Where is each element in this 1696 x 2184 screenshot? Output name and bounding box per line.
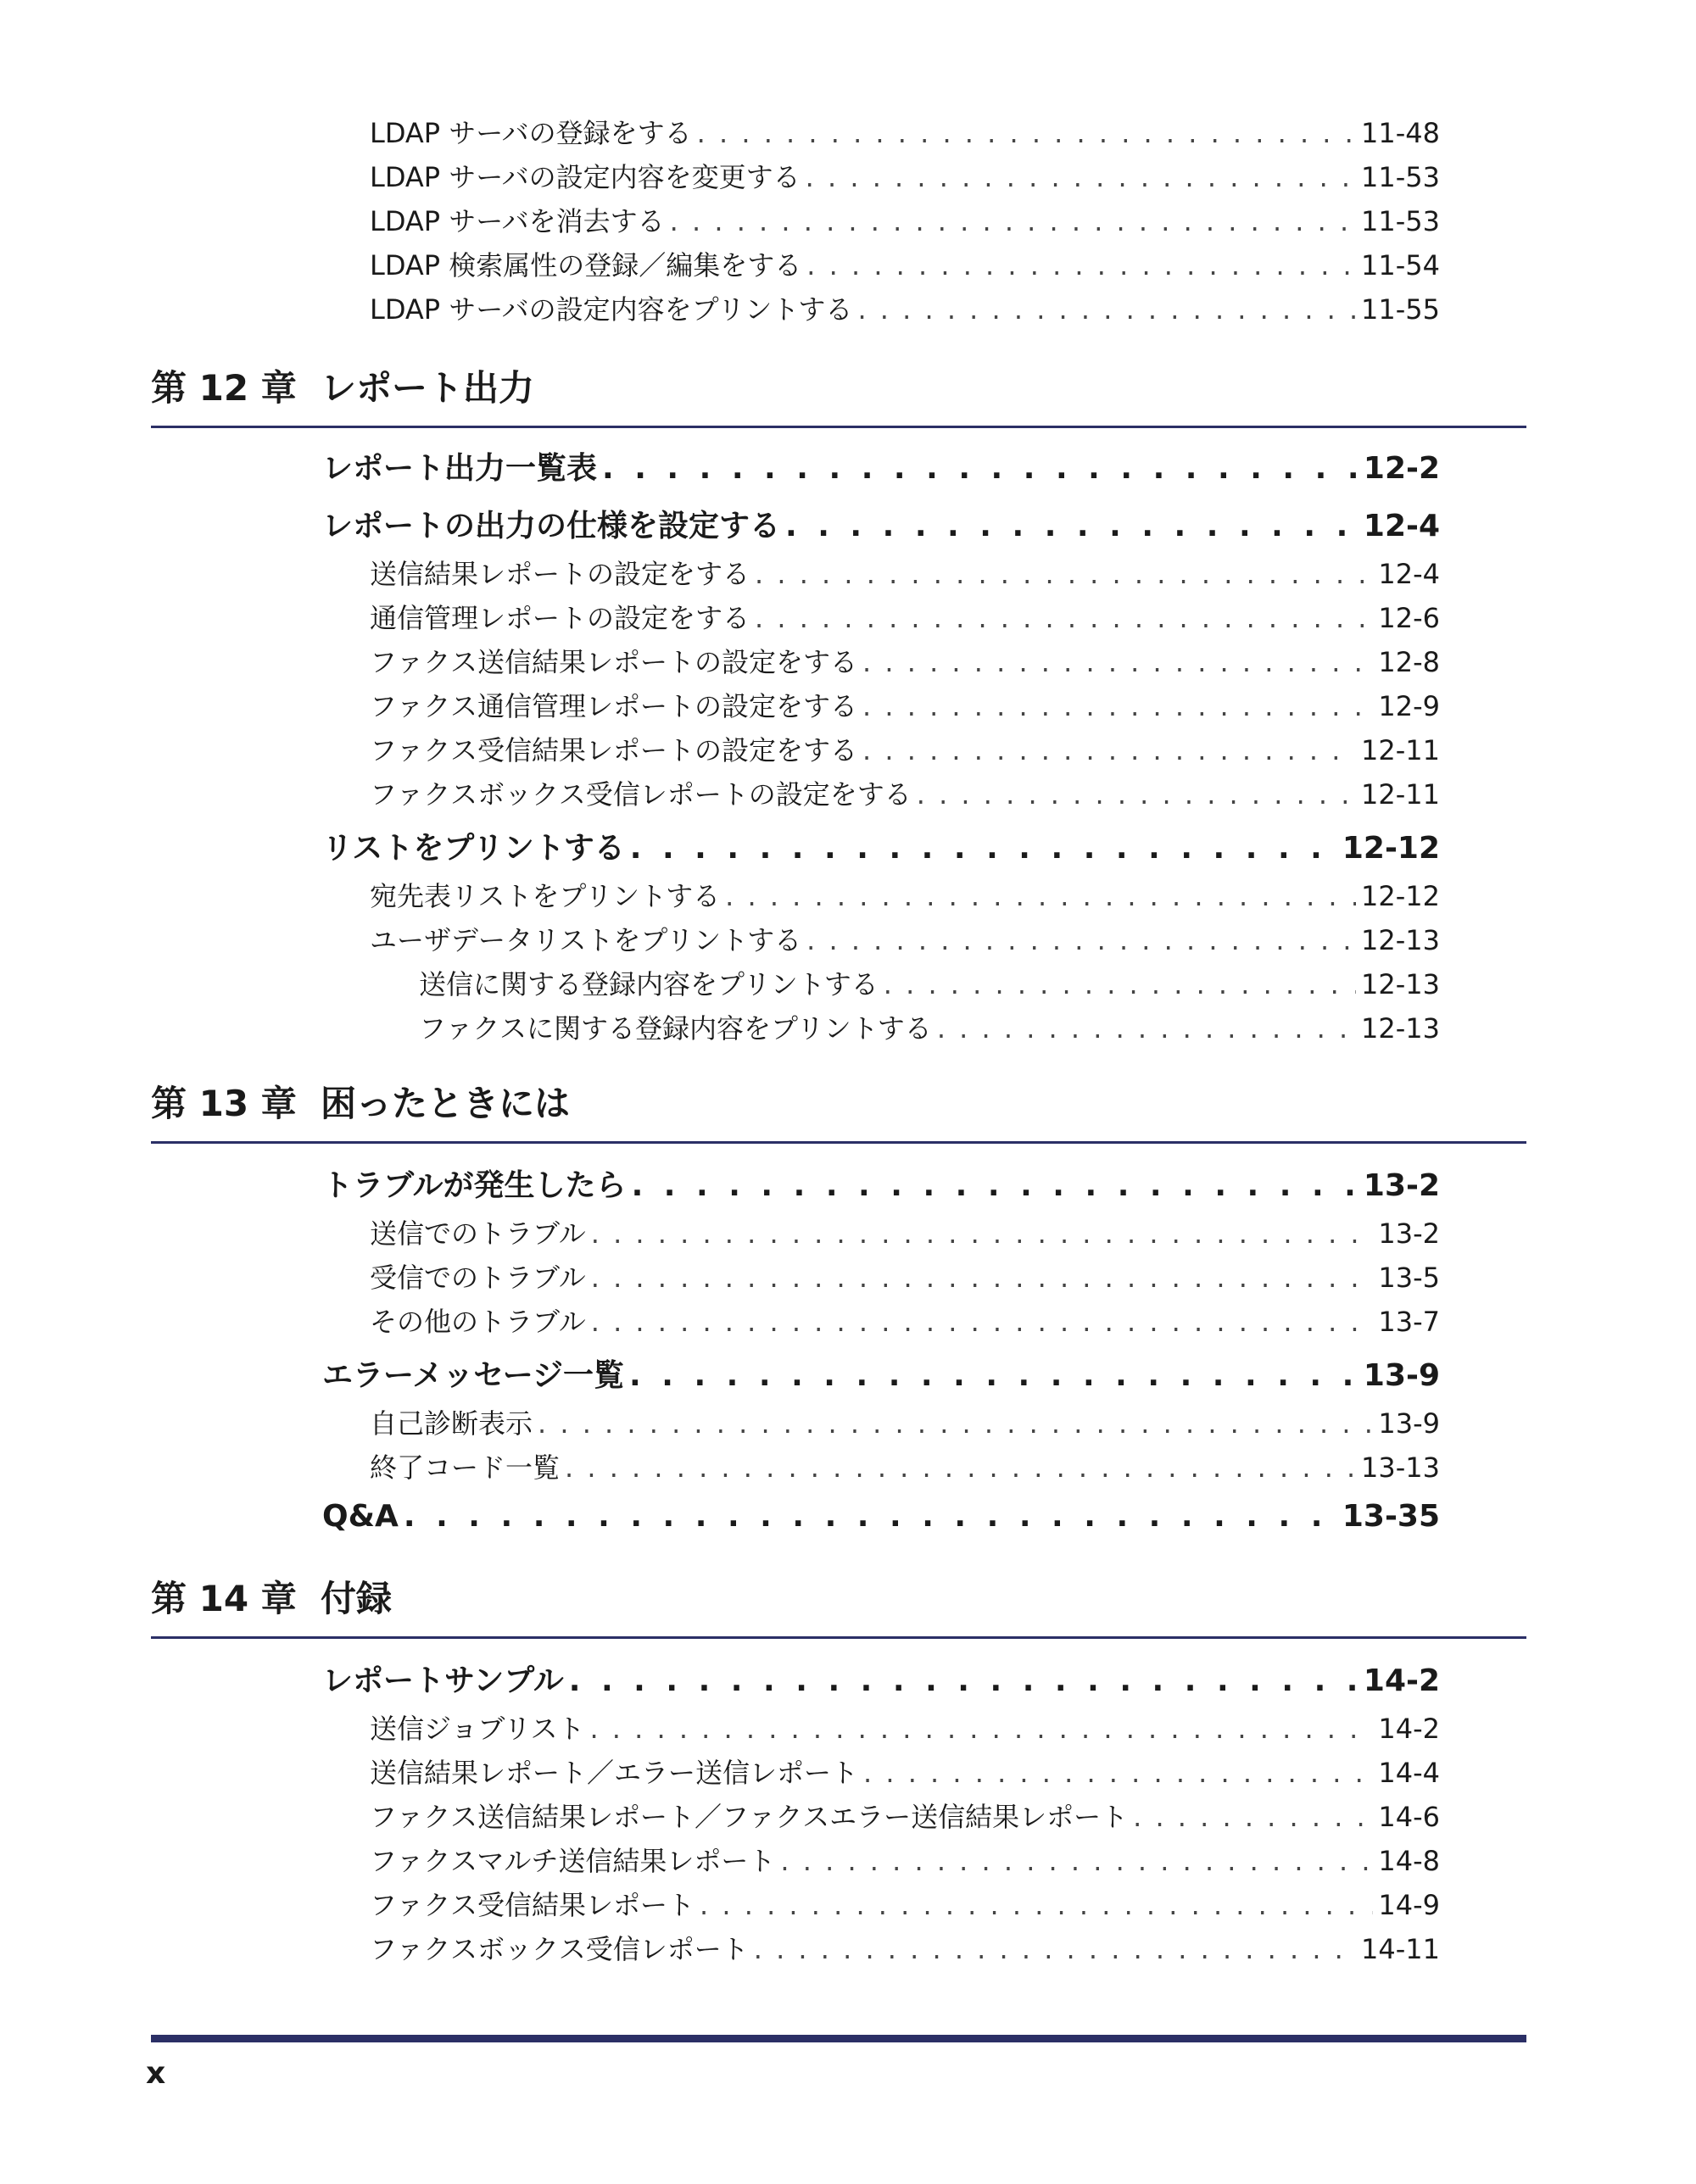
toc-entry-title: 終了コード一覧 (370, 1451, 561, 1484)
dot-leader (591, 1217, 1374, 1250)
toc-entry[interactable] (370, 156, 1440, 197)
dot-leader (863, 1757, 1373, 1789)
dot-leader (725, 880, 1356, 912)
dot-leader (806, 924, 1356, 956)
toc-entry-title: ファクス通信管理レポートの設定をする (370, 690, 858, 722)
chapter-title: 付録 (321, 1578, 393, 1619)
toc-section-title: レポート出力一覧表 (322, 451, 598, 486)
chapter-heading (151, 1574, 1526, 1624)
toc-entry[interactable] (370, 112, 1440, 153)
toc-entry-title: 送信でのトラブル (370, 1217, 586, 1250)
toc-entry-title: LDAP サーバの登録をする (370, 117, 692, 149)
toc-entry-title: 送信ジョブリスト (370, 1713, 585, 1745)
footer-divider (151, 2035, 1526, 2042)
dot-leader (857, 293, 1356, 326)
toc-entry[interactable] (370, 1708, 1440, 1748)
chapter-number: 第 12 章 (151, 367, 297, 409)
toc-entry[interactable] (370, 641, 1440, 682)
toc-entry[interactable] (370, 1212, 1440, 1253)
dot-leader (755, 558, 1373, 590)
toc-entry-page: 11-55 (1361, 293, 1440, 326)
dot-leader (700, 1889, 1373, 1921)
toc-entry-page: 12-4 (1378, 558, 1440, 590)
toc-entry-page: 11-53 (1361, 161, 1440, 193)
toc-entry[interactable] (370, 553, 1440, 593)
chapter-divider (151, 1636, 1526, 1639)
dot-leader (806, 161, 1356, 193)
chapter-number: 第 13 章 (151, 1083, 297, 1124)
dot-leader (591, 1306, 1374, 1338)
toc-entry-page: 13-5 (1378, 1262, 1440, 1294)
dot-leader (937, 1012, 1356, 1045)
toc-entry-page: 12-13 (1361, 924, 1440, 956)
toc-section-title: レポートの出力の仕様を設定する (322, 509, 781, 543)
dot-leader (591, 1262, 1374, 1294)
toc-entry-page: 12-6 (1378, 602, 1440, 634)
toc-entry-title: ファクス受信結果レポートの設定をする (370, 734, 858, 766)
dot-leader (754, 1933, 1356, 1965)
toc-section[interactable] (322, 1499, 1440, 1545)
dot-leader (602, 451, 1358, 486)
toc-entry-page: 12-8 (1378, 646, 1440, 678)
toc-entry-page: 12-11 (1361, 734, 1440, 766)
toc-entry-title: ファクスボックス受信レポート (370, 1933, 749, 1965)
toc-entry-title: 自己診断表示 (370, 1407, 533, 1440)
chapter-divider (151, 1141, 1526, 1144)
dot-leader (630, 831, 1337, 866)
toc-section-title: リストをプリントする (322, 831, 625, 866)
toc-section[interactable] (322, 824, 1440, 870)
toc-section[interactable] (322, 502, 1440, 548)
toc-section-title: レポートサンプル (322, 1663, 564, 1698)
toc-entry[interactable] (370, 875, 1440, 916)
toc-entry-title: LDAP サーバの設定内容を変更する (370, 161, 801, 193)
toc-entry[interactable] (370, 288, 1440, 329)
toc-entry[interactable] (370, 1256, 1440, 1297)
toc-entry-title: LDAP サーバを消去する (370, 205, 665, 237)
toc-section-page: 12-12 (1342, 831, 1440, 866)
toc-entry[interactable] (370, 1796, 1440, 1836)
dot-leader (629, 1358, 1358, 1393)
toc-entry-page: 11-53 (1361, 205, 1440, 237)
dot-leader (862, 690, 1373, 722)
toc-section[interactable] (322, 1657, 1440, 1702)
toc-entry-page: 12-12 (1361, 880, 1440, 912)
toc-entry-title: ファクスマルチ送信結果レポート (370, 1845, 776, 1877)
toc-section-page: 14-2 (1363, 1663, 1440, 1698)
toc-entry[interactable] (370, 1446, 1440, 1487)
dot-leader (697, 117, 1356, 149)
toc-subentry-page: 12-13 (1361, 1012, 1440, 1045)
toc-entry[interactable] (370, 1402, 1440, 1443)
toc-entry-page: 13-13 (1361, 1451, 1440, 1484)
dot-leader (917, 778, 1356, 811)
toc-section-page: 13-35 (1342, 1499, 1440, 1534)
toc-entry-title: 受信でのトラブル (370, 1262, 586, 1294)
dot-leader (404, 1499, 1337, 1534)
chapter-heading (151, 363, 1526, 414)
dot-leader (884, 968, 1356, 1000)
dot-leader (785, 509, 1358, 543)
toc-section-page: 13-2 (1363, 1168, 1440, 1203)
toc-entry-title: ファクス送信結果レポートの設定をする (370, 646, 858, 678)
toc-entry-title: ファクス送信結果レポート／ファクスエラー送信結果レポート (370, 1801, 1129, 1833)
toc-entry-title: ファクスボックス受信レポートの設定をする (370, 778, 912, 811)
toc-entry-page: 13-7 (1378, 1306, 1440, 1338)
chapter-divider (151, 426, 1526, 428)
toc-entry-title: LDAP 検索属性の登録／編集をする (370, 249, 802, 281)
dot-leader (755, 602, 1373, 634)
dot-leader (565, 1451, 1356, 1484)
toc-entry-page: 13-2 (1378, 1217, 1440, 1250)
toc-entry[interactable] (370, 200, 1440, 241)
toc-subentry[interactable] (419, 1007, 1440, 1048)
chapter-title: レポート出力 (321, 367, 535, 409)
chapter-title: 困ったときには (321, 1083, 571, 1124)
toc-subentry-title: ファクスに関する登録内容をプリントする (419, 1012, 932, 1045)
dot-leader (632, 1168, 1358, 1203)
toc-entry[interactable] (370, 1301, 1440, 1341)
toc-entry-page: 14-2 (1378, 1713, 1440, 1745)
toc-section[interactable] (322, 444, 1440, 490)
toc-section-page: 12-4 (1363, 509, 1440, 543)
toc-entry[interactable] (370, 1840, 1440, 1880)
toc-entry-title: 宛先表リストをプリントする (370, 880, 721, 912)
toc-entry[interactable] (370, 919, 1440, 960)
toc-entry[interactable] (370, 1928, 1440, 1969)
toc-entry-page: 13-9 (1378, 1407, 1440, 1440)
toc-entry[interactable] (370, 244, 1440, 285)
toc-entry-title: 通信管理レポートの設定をする (370, 602, 750, 634)
toc-subentry-page: 12-13 (1361, 968, 1440, 1000)
dot-leader (862, 734, 1356, 766)
toc-section-title: トラブルが発生したら (322, 1168, 627, 1203)
toc-entry[interactable] (370, 597, 1440, 638)
toc-entry[interactable] (370, 685, 1440, 726)
dot-leader (806, 249, 1356, 281)
toc-entry-page: 11-54 (1361, 249, 1440, 281)
toc-subentry[interactable] (419, 963, 1440, 1004)
toc-entry-page: 14-11 (1361, 1933, 1440, 1965)
toc-entry[interactable] (370, 729, 1440, 770)
toc-entry-page: 14-9 (1378, 1889, 1440, 1921)
dot-leader (862, 646, 1373, 678)
page-number: x (146, 2056, 166, 2091)
toc-section-page: 12-2 (1363, 451, 1440, 486)
toc-section-title: Q&A (322, 1499, 399, 1534)
dot-leader (569, 1663, 1358, 1698)
toc-section-page: 13-9 (1363, 1358, 1440, 1393)
toc-entry-title: 送信結果レポート／エラー送信レポート (370, 1757, 859, 1789)
toc-entry-page: 14-6 (1378, 1801, 1440, 1833)
toc-section-title: エラーメッセージ一覧 (322, 1358, 625, 1393)
toc-entry-title: ユーザデータリストをプリントする (370, 924, 802, 956)
dot-leader (1133, 1801, 1373, 1833)
toc-entry-page: 11-48 (1361, 117, 1440, 149)
toc-entry-title: LDAP サーバの設定内容をプリントする (370, 293, 853, 326)
toc-entry-title: その他のトラブル (370, 1306, 586, 1338)
toc-section[interactable] (322, 1351, 1440, 1397)
dot-leader (670, 205, 1356, 237)
toc-entry[interactable] (370, 1752, 1440, 1792)
toc-section[interactable] (322, 1162, 1440, 1207)
chapter-heading (151, 1078, 1526, 1129)
toc-entry[interactable] (370, 1884, 1440, 1925)
toc-entry-page: 12-11 (1361, 778, 1440, 811)
toc-entry[interactable] (370, 773, 1440, 814)
toc-subentry-title: 送信に関する登録内容をプリントする (419, 968, 879, 1000)
dot-leader (538, 1407, 1373, 1440)
toc-entry-page: 14-8 (1378, 1845, 1440, 1877)
toc-entry-page: 14-4 (1378, 1757, 1440, 1789)
toc-entry-title: 送信結果レポートの設定をする (370, 558, 750, 590)
toc-entry-title: ファクス受信結果レポート (370, 1889, 695, 1921)
chapter-number: 第 14 章 (151, 1578, 297, 1619)
dot-leader (589, 1713, 1373, 1745)
toc-entry-page: 12-9 (1378, 690, 1440, 722)
dot-leader (780, 1845, 1373, 1877)
